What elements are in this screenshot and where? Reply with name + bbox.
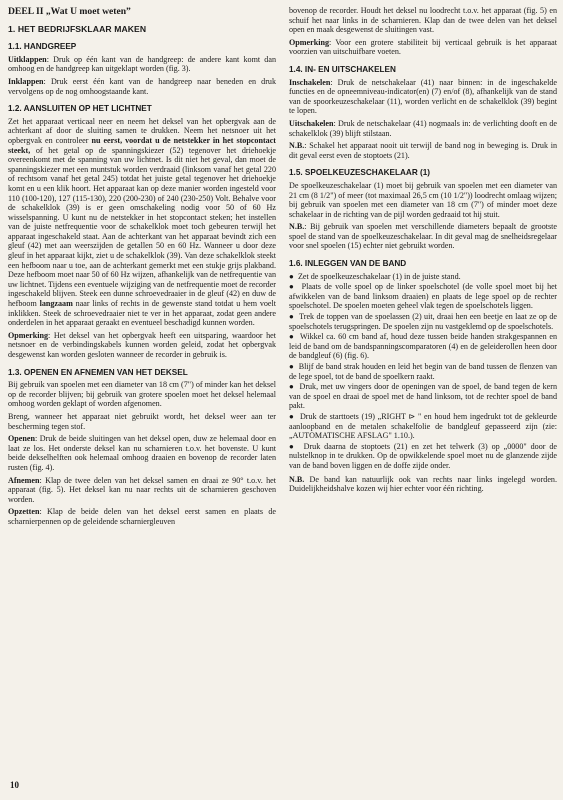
opzetten-text: : Klap de beide delen van het deksel eerst samen en plaats de scharnierpennen op de geleidende scharniergleuven <box>8 507 276 526</box>
list-item: ● Blijf de band strak houden en leid het begin van de band tussen de flenzen van de lege spoel, tot de band de spoelkern raakt. <box>289 362 558 381</box>
inleggen-nb-paragraph <box>289 475 557 494</box>
list-item: ● Wikkel ca. 60 cm band af, houd deze tussen beide handen strakgespannen en leid de band om de bandspanningscomparatoren (4) en de geleiderollen heen door de bandgleuf (6) (fig. 6). <box>289 332 557 361</box>
lichtnet-paragraph <box>8 117 276 328</box>
inschakelen-paragraph <box>289 78 557 116</box>
inleggen-nb-label: N.B. <box>289 474 305 484</box>
spoelkeuze-nb-paragraph <box>289 222 557 251</box>
schakelen-nb-text: : Schakel het apparaat nooit uit terwijl de band nog in beweging is. Druk in dit geval eerst even de stoptoets (21). <box>289 141 557 160</box>
spoelkeuze-paragraph: De spoelkeuzeschakelaar (1) moet bij gebruik van spoelen met een diameter van 21 cm (8 1/2") of meer (tot maximaal 26,5 cm (10 1/2")) loodrecht omlaag wijzen; bij gebruik van spoelen met een diameter van 18 cm (7") of minder moet deze schakelaar in de richting van de pijl worden gedraaid tot hij stuit. <box>289 180 557 219</box>
opzetten-label: Opzetten <box>8 507 40 517</box>
uitklappen-label: Uitklappen <box>8 54 47 64</box>
lichtnet-text-a: Zet het apparaat verticaal neer en neem het deksel van het opbergvak aan de achterkant af door de sluiting samen te drukken. Neem het netsnoer uit het opbergvak en controleer <box>8 116 276 145</box>
part-title: DEEL II „Wat U moet weten” <box>8 6 131 17</box>
inklappen-text: : Druk eerst één kant van de handgreep naar beneden en druk vervolgens op de nog omhoogstaande kant. <box>8 76 276 96</box>
afnemen-label: Afnemen <box>8 475 40 485</box>
deksel-paragraph-2: Breng, wanneer het apparaat niet gebruikt wordt, het deksel weer aan ter bescherming tegen stof. <box>8 411 276 431</box>
inschakelen-text: : Druk de netschakelaar (41) naar binnen: in de ingeschakelde functies en de opneemniveau-indicator(en) (7) en/of (8), afhankelijk van de stand van de spoorkeuzeschakelaar (11), worden verlicht en de schakelklok (39) begint te lopen. <box>289 77 557 116</box>
lichtnet-text-c: of het getal op de spanningskiezer (52) tegenover het driehoekje overeenkomt met de spanning van uw lichtnet. Is dit niet het geval, dan moet de spanningskiezer met een muntstuk worden verdraaid (linksom vanaf het getal 220 of rechtsom vanaf het getal 245) totdat het juiste getal tegenover het driehoekje komt en u een klik hoort. Het apparaat kan op deze manier worden ingesteld voor 110 (100-120), 127 (115-130), 220 (200-230) of 240 (230-250) Volt. Behalve voor de schakelklok (39) is er geen omschakeling nodig voor 50 of 60 Hz wisselspanning. U kunt nu de netstekker in het stopcontact steken; het instellen van de juiste netfrequentie voor de schakelklok moet toch gebeuren terwijl het apparaat ingeschakeld staat. Aan de achterkant van het apparaat bevindt zich een gleuf (42) met aan weerszijden de getallen 50 en 60 Hz. Wanneer u door deze gleuf in het apparaat kijkt, ziet u de schakelklok (39). Van deze schakelklok steekt een hefboom naar u toe, aan de achterkant gemerkt met een stukje grijs plakband. Deze hefboom moet naar 50 of 60 Hz wijzen, afhankelijk van de netfrequentie van uw lichtnet. Tijdens een eventuele wijziging van de netfrequentie moet de recorder ingeschakeld blijven. Steek een dunne schroevedraaier in de gleuf (42) en duw de hefboom <box>8 145 276 309</box>
inklappen-label: Inklappen <box>8 76 44 86</box>
bullet-text: Druk de starttoets (19) „RIGHT ⊳ " en houd hem ingedrukt tot de gekleurde aanloopband en de metalen schakelfolie de bandgleuf gepasseerd zijn (zie: „AUTOMATISCHE AFSLAG" 1.10.). <box>289 411 557 441</box>
right-column <box>289 6 557 497</box>
opmerking-text: : Het deksel van het opbergvak heeft een uitsparing, waardoor het netsnoer en de verbindingskabels kunnen worden geleid, zodat het opbergvak desgewenst kan worden gesloten wanneer de recorder in gebruik is. <box>8 330 276 359</box>
list-item: ● Druk, met uw vingers door de openingen van de spoel, de band tegen de kern van de spoel en draai de spoel met de hand linksom, tot de rechter spoel de band pakt. <box>289 382 557 411</box>
lichtnet-opmerking-paragraph <box>8 331 276 360</box>
openen-label: Openen <box>8 434 35 444</box>
list-item: ● Zet de spoelkeuzeschakelaar (1) in de juiste stand. <box>289 271 461 281</box>
left-column <box>8 6 276 530</box>
handgreep-uitklappen-paragraph <box>8 55 276 74</box>
voeten-opmerking-text: : Voor een grotere stabiliteit bij verticaal gebruik is het apparaat voorzien van uitschuifbare voeten. <box>289 37 557 57</box>
inleggen-bullet-list <box>289 272 557 471</box>
list-item: ● Trek de toppen van de spoelassen (2) uit, draai hen een beetje en laat ze op de spoelschotels terugspringen. De spoelen zijn nu vastgeklemd op de spoelschotels. <box>289 312 557 331</box>
handgreep-inklappen-paragraph <box>8 77 276 96</box>
inleggen-nb-text: De band kan natuurlijk ook van rechts naar links ingelegd worden. Duidelijkheidshalve kozen wij hier echter voor één richting. <box>289 474 557 494</box>
section-1-5-heading: 1.5. SPOELKEUZESCHAKELAAR (1) <box>289 168 431 178</box>
uitschakelen-paragraph <box>289 119 557 138</box>
lichtnet-text-langzaam: langzaam <box>39 299 73 309</box>
bullet-text: Druk daarna de stoptoets (21) en zet het telwerk (3) op „0000" door de nulstelknop in te drukken. Op de opwikkelende spoel moet nu de glanzende zijde van de band boven liggen en de doffe zijde onder. <box>289 441 557 470</box>
page-number: 10 <box>10 780 19 790</box>
list-item: ● Druk de starttoets (19) „RIGHT ⊳ " en houd hem ingedrukt tot de gekleurde aanloopband en de metalen schakelfolie de bandgleuf gepasseerd zijn (zie: „AUTOMATISCHE AFSLAG" 1.10.). <box>289 411 557 441</box>
list-item: ● Plaats de volle spoel op de linker spoelschotel (de volle spoel moet bij het afwikkelen van de band linksom draaien) en plaats de lege spoel op de rechter spoelschotel. De spoelen moeten geheel vlak tegen de spoelschotels liggen. <box>289 282 557 311</box>
bullet-text: Blijf de band strak houden en leid het begin van de band tussen de flenzen van de lege spoel, tot de band de spoelkern raakt. <box>289 362 558 381</box>
openen-text: : Druk de beide sluitingen van het deksel open, duw ze helemaal door en laat ze los. Het onderste deksel kan nu scharnieren t.o.v. het bovenste. U kunt beide dekselhelften ook helemaal omhoog draaien en bovenop de recorder laten rusten (fig. 4). <box>8 434 276 472</box>
deksel-afnemen-paragraph <box>8 476 276 505</box>
deksel-opzetten-paragraph <box>8 507 276 526</box>
bullet-text: Plaats de volle spoel op de linker spoelschotel (de volle spoel moet bij het afwikkelen van de band linksom draaien) en plaats de lege spoel op de rechter spoelschotel. De spoelen moeten geheel vlak tegen de spoelschotels liggen. <box>289 282 557 311</box>
opmerking-label: Opmerking <box>8 330 49 340</box>
section-1-6-heading: 1.6. INLEGGEN VAN DE BAND <box>289 259 407 269</box>
lichtnet-text-bold: nu eerst, voordat u de netstekker in het stopcontact steekt, <box>8 135 277 155</box>
spoelkeuze-nb-label: N.B. <box>289 222 305 232</box>
uitklappen-text: : Druk op één kant van de handgreep: de andere kant komt dan omhoog en de handgreep kan uitgeklapt worden (fig. 3). <box>8 54 276 74</box>
bullet-text: Zet de spoelkeuzeschakelaar (1) in de juiste stand. <box>297 271 461 281</box>
list-item: ● Druk daarna de stoptoets (21) en zet het telwerk (3) op „0000" door de nulstelknop in te drukken. Op de opwikkelende spoel moet nu de glanzende zijde van de band boven liggen en de doffe zijde onder. <box>289 441 557 470</box>
voeten-opmerking-paragraph <box>289 38 557 57</box>
bullet-text: Trek de toppen van de spoelassen (2) uit, draai hen een beetje en laat ze op de spoelschotels terugspringen. De spoelen zijn nu vastgeklemd op de spoelschotels. <box>289 312 557 331</box>
lichtnet-text-e: naar links of rechts in de gewenste stand totdat u hem voelt inklikken. Steek de schroevedraaier niet te ver in het apparaat, zodat geen andere onderdelen in het apparaat geraakt en eventueel beschadigd kunnen worden. <box>8 299 276 328</box>
schakelen-nb-label: N.B. <box>289 141 305 151</box>
bullet-text: Wikkel ca. 60 cm band af, houd deze tussen beide handen strakgespannen en leid de band om de bandspanningscomparatoren (4) en de geleiderollen heen door de bandgleuf (6) (fig. 6). <box>289 332 557 361</box>
deksel-paragraph-1: Bij gebruik van spoelen met een diameter van 18 cm (7") of minder kan het deksel op de recorder blijven; bij gebruik van grotere spoelen moet het deksel helemaal omhoog worden geklapt of worden afgenomen. <box>8 380 276 409</box>
afnemen-text: : Klap de twee delen van het deksel samen en draai ze 90° t.o.v. het apparaat (fig. 5). Het deksel kan nu naar rechts uit de scharnieren geschoven worden. <box>8 475 276 504</box>
section-1-3-heading: 1.3. OPENEN EN AFNEMEN VAN HET DEKSEL <box>8 367 188 377</box>
section-1-heading: 1. HET BEDRIJFSKLAAR MAKEN <box>8 23 147 34</box>
section-1-4-heading: 1.4. IN- EN UITSCHAKELEN <box>289 64 396 74</box>
bullet-text: Druk, met uw vingers door de openingen van de spoel, de band tegen de kern van de spoel en draai de spoel met de hand linksom, tot de rechter spoel de band pakt. <box>289 382 557 411</box>
spoelkeuze-nb-text: : Bij gebruik van spoelen met verschillende diameters bepaalt de grootste spoel de stand van de spoelkeuzeschakelaar. In dit geval mag de snelheidsregelaar voor snel spoelen (15) echter niet gebruikt worden. <box>289 222 557 251</box>
deksel-openen-paragraph <box>8 434 276 472</box>
section-1-2-heading: 1.2. AANSLUITEN OP HET LICHTNET <box>8 104 152 114</box>
voeten-opmerking-label: Opmerking <box>289 37 330 47</box>
uitschakelen-text: : Druk de netschakelaar (41) nogmaals in: de verlichting dooft en de schakelklok (39) blijft stilstaan. <box>289 118 557 138</box>
inschakelen-label: Inschakelen <box>289 77 331 87</box>
uitschakelen-label: Uitschakelen <box>289 118 334 128</box>
section-1-1-heading: 1.1. HANDGREEP <box>8 42 77 52</box>
deksel-continued-paragraph: bovenop de recorder. Houdt het deksel nu loodrecht t.o.v. het apparaat (fig. 5) en schuif het naar links in de scharnieren. Klap dan de twee delen van het deksel open en maak desgewenst de sluitingen vast. <box>289 6 557 35</box>
schakelen-nb-paragraph <box>289 141 557 160</box>
